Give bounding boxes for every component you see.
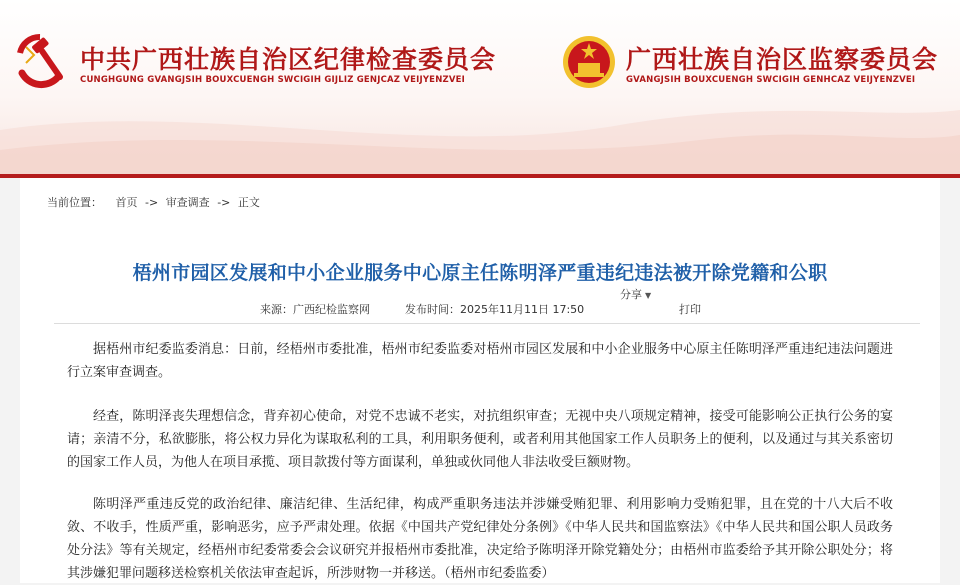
article-container bbox=[20, 178, 940, 583]
breadcrumb-prefix: 当前位置： bbox=[47, 196, 102, 209]
article-publish-time: 发布时间：2025年11月11日 17:50 bbox=[405, 303, 585, 316]
article-paragraph-1: 据梧州市纪委监委消息：日前，经梧州市委批准，梧州市纪委监委对梧州市园区发展和中小企业服务中心原主任陈明泽严重违纪违法问题进行立案审查调查。 bbox=[67, 342, 893, 380]
party-emblem-icon bbox=[12, 33, 70, 91]
breadcrumb bbox=[47, 194, 260, 210]
right-org-subtitle: GVANGJSIH BOUXCUENGH SWCIGIH GENHCAZ VEIJYENZVEI bbox=[626, 75, 916, 85]
article-paragraph-2: 经查，陈明泽丧失理想信念，背弃初心使命，对党不忠诚不老实，对抗组织审查；无视中央八项规定精神，接受可能影响公正执行公务的宴请；亲清不分，私欲膨胀，将公权力异化为谋取私利的工具，利用职务便利，或者利用其他国家工作人员职务上的便利，以及通过与其关系密切的国家工作人员，为他人在项目承揽、项目款拨付等方面谋利，单独或伙同他人非法收受巨额财物。 bbox=[67, 409, 893, 470]
breadcrumb-current: 正文 bbox=[237, 196, 260, 209]
print-button[interactable]: 打印 bbox=[679, 303, 701, 316]
breadcrumb-separator: -> bbox=[217, 196, 231, 209]
left-org-subtitle: CUNGHGUNG GVANGJSIH BOUXCUENGH SWCIGIH GIJLIZ GENJCAZ VEIJYENZVEI bbox=[80, 75, 466, 85]
decorative-wave bbox=[0, 90, 960, 174]
article-source: 来源：广西纪检监察网 bbox=[260, 303, 370, 316]
site-header-banner bbox=[0, 0, 960, 178]
breadcrumb-home-link[interactable]: 首页 bbox=[115, 196, 138, 209]
left-org-name: 中共广西壮族自治区纪律检查委员会 bbox=[80, 45, 497, 74]
article-title: 梧州市园区发展和中小企业服务中心原主任陈明泽严重违纪违法被开除党籍和公职 bbox=[132, 262, 828, 284]
share-button[interactable] bbox=[620, 286, 651, 302]
meta-divider bbox=[54, 323, 920, 324]
breadcrumb-category-link[interactable]: 审查调查 bbox=[165, 196, 210, 209]
breadcrumb-separator: -> bbox=[145, 196, 159, 209]
right-org-name: 广西壮族自治区监察委员会 bbox=[626, 45, 939, 74]
share-label: 分享 bbox=[620, 288, 642, 301]
caret-down-icon: ▼ bbox=[645, 291, 652, 300]
article-paragraph-3: 陈明泽严重违反党的政治纪律、廉洁纪律、生活纪律，构成严重职务违法并涉嫌受贿犯罪、利用影响力受贿犯罪，且在党的十八大后不收敛、不收手，性质严重，影响恶劣，应予严肃处理。依据《中国共产党纪律处分条例》《中华人民共和国监察法》《中华人民共和国公职人员政务处分法》等有关规定，经梧州市纪委常委会会议研究并报梧州市委批准，决定给予陈明泽开除党籍处分；由梧州市监委给予其开除公职处分；将其涉嫌犯罪问题移送检察机关依法审查起诉，所涉财物一并移送。（梧州市纪委监委） bbox=[67, 497, 893, 581]
national-emblem-icon bbox=[560, 33, 618, 91]
